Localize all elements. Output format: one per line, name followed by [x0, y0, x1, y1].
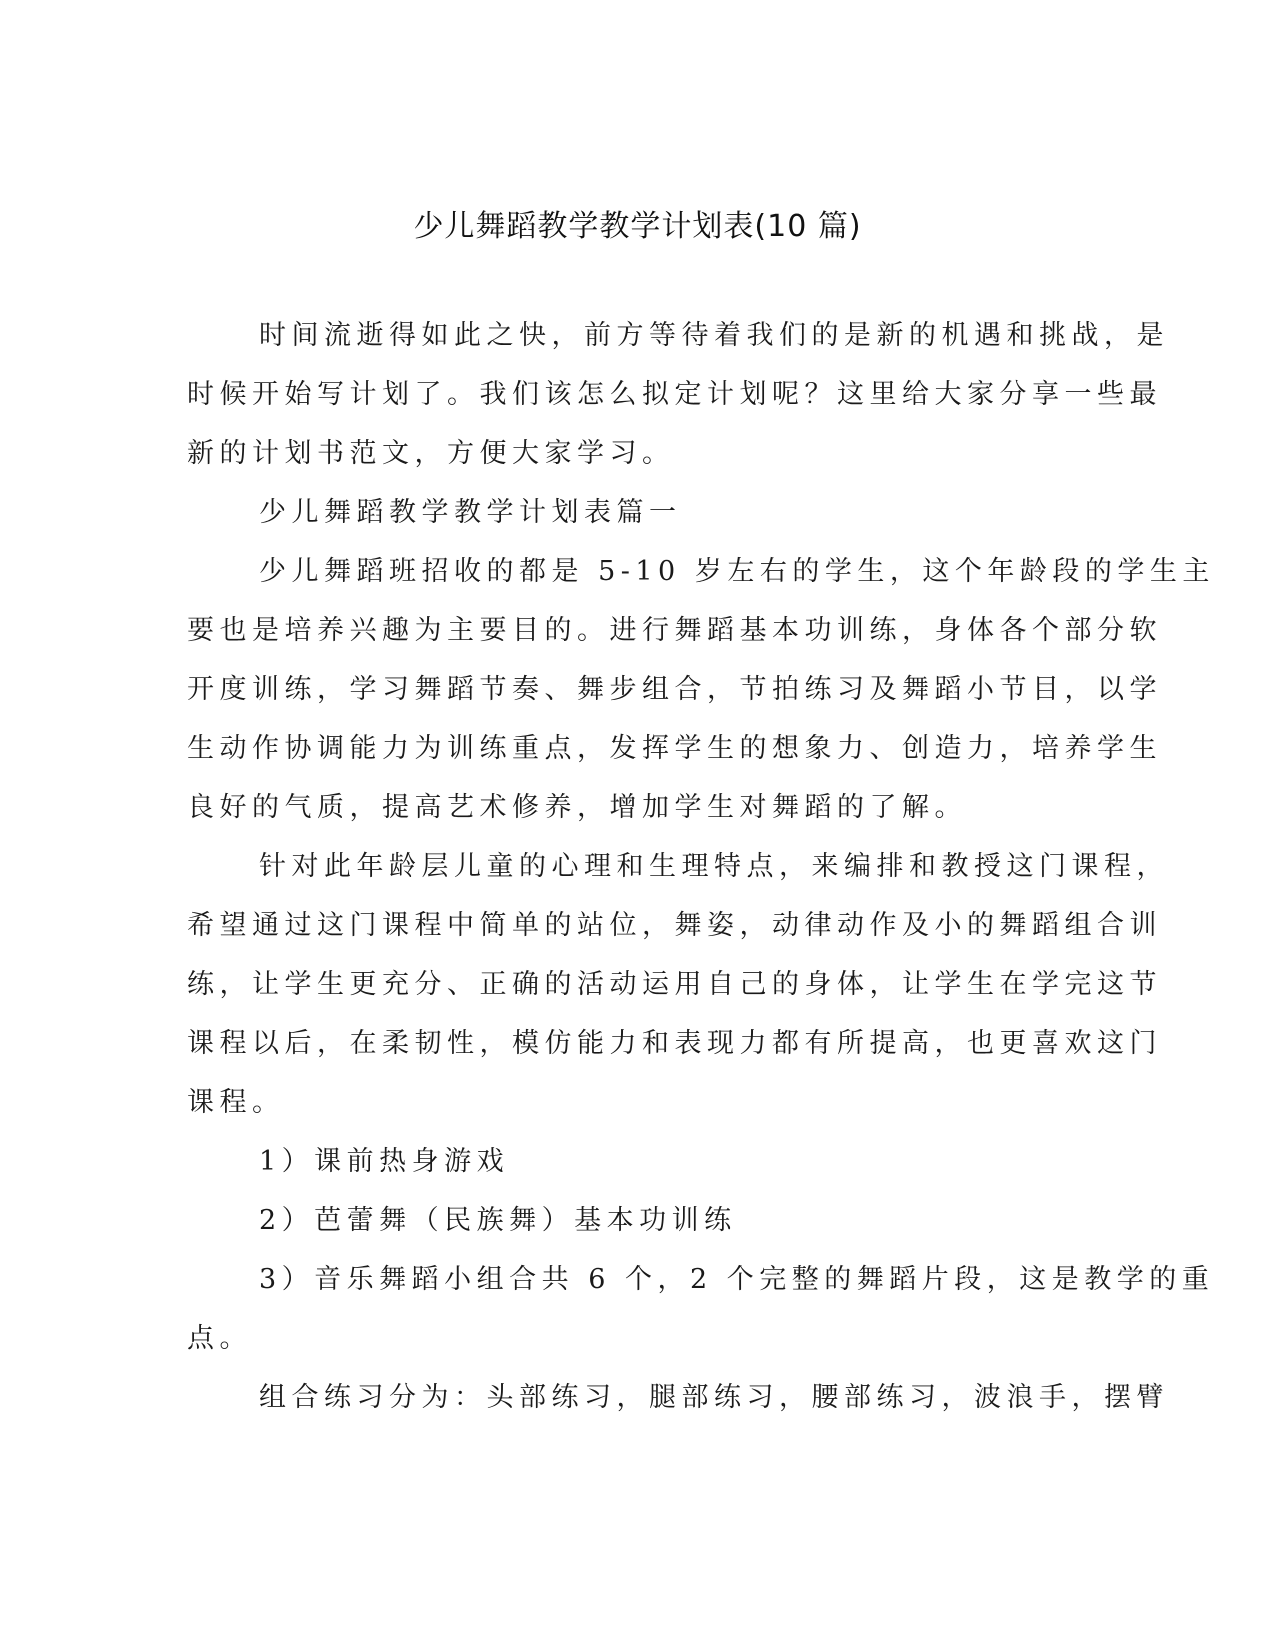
- paragraph-line: 组合练习分为：头部练习，腿部练习，腰部练习，波浪手，摆臂: [259, 1382, 1169, 1413]
- list-item: 2）芭蕾舞（民族舞）基本功训练: [259, 1205, 737, 1236]
- paragraph-line: 课程。: [187, 1087, 285, 1118]
- list-item: 1）课前热身游戏: [259, 1146, 510, 1177]
- paragraph-line: 少儿舞蹈班招收的都是 5-10 岁左右的学生，这个年龄段的学生主: [259, 556, 1215, 587]
- paragraph-line: 时候开始写计划了。我们该怎么拟定计划呢？这里给大家分享一些最: [187, 379, 1162, 410]
- list-item: 3）音乐舞蹈小组合共 6 个，2 个完整的舞蹈片段，这是教学的重: [259, 1264, 1215, 1295]
- paragraph-line: 希望通过这门课程中简单的站位，舞姿，动律动作及小的舞蹈组合训: [187, 910, 1162, 941]
- paragraph-line: 针对此年龄层儿童的心理和生理特点，来编排和教授这门课程，: [259, 851, 1169, 882]
- paragraph-line: 练，让学生更充分、正确的活动运用自己的身体，让学生在学完这节: [187, 969, 1162, 1000]
- paragraph-line: 良好的气质，提高艺术修养，增加学生对舞蹈的了解。: [187, 792, 967, 823]
- paragraph-line: 课程以后，在柔韧性，模仿能力和表现力都有所提高，也更喜欢这门: [187, 1028, 1162, 1059]
- paragraph-line: 开度训练，学习舞蹈节奏、舞步组合，节拍练习及舞蹈小节目，以学: [187, 674, 1162, 705]
- paragraph-line: 要也是培养兴趣为主要目的。进行舞蹈基本功训练，身体各个部分软: [187, 615, 1162, 646]
- paragraph-line: 新的计划书范文，方便大家学习。: [187, 438, 675, 469]
- list-item-continuation: 点。: [187, 1323, 252, 1354]
- paragraph-line: 时间流逝得如此之快，前方等待着我们的是新的机遇和挑战，是: [259, 320, 1169, 351]
- document-title: 少儿舞蹈教学教学计划表(10 篇): [413, 209, 862, 244]
- section-heading: 少儿舞蹈教学教学计划表篇一: [259, 497, 682, 528]
- paragraph-line: 生动作协调能力为训练重点，发挥学生的想象力、创造力，培养学生: [187, 733, 1162, 764]
